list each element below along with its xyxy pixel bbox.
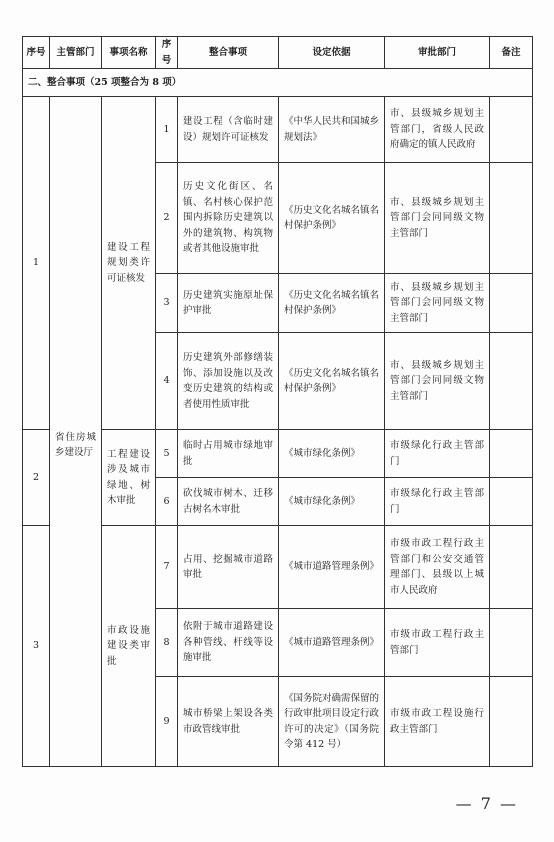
item-text: 临时占用城市绿地审批 [178, 430, 279, 478]
col-header-basis: 设定依据 [279, 37, 385, 69]
group-name: 工程建设涉及城市绿地、树木审批 [102, 430, 156, 526]
item-remarks [490, 163, 533, 274]
item-number: 4 [156, 333, 178, 430]
item-remarks [490, 430, 533, 478]
item-text: 建设工程（含临时建设）规划许可证核发 [178, 97, 279, 163]
item-number: 5 [156, 430, 178, 478]
item-basis: 《历史文化名城名镇名村保护条例》 [279, 163, 385, 274]
item-number: 7 [156, 526, 178, 609]
item-approval-dept: 市级绿化行政主管部门 [385, 430, 490, 478]
item-text: 占用、挖掘城市道路审批 [178, 526, 279, 609]
item-text: 历史文化街区、名镇、名村核心保护范围内拆除历史建筑以外的建筑物、构筑物或者其他设施审批 [178, 163, 279, 274]
col-header-dept: 主管部门 [50, 37, 102, 69]
group-number: 1 [23, 97, 50, 430]
item-basis: 《城市道路管理条例》 [279, 609, 385, 677]
item-text: 城市桥梁上架设各类市政管线审批 [178, 677, 279, 767]
group-number: 2 [23, 430, 50, 526]
item-text: 历史建筑外部修缮装饰、添加设施以及改变历史建筑的结构或者使用性质审批 [178, 333, 279, 430]
page-number: — 7 — [455, 794, 518, 813]
item-remarks [490, 677, 533, 767]
col-header-merged-items: 整合事项 [178, 37, 279, 69]
table-row [23, 526, 533, 609]
approval-table [22, 36, 533, 767]
item-text: 历史建筑实施原址保护审批 [178, 274, 279, 333]
col-header-approval-dept: 审批部门 [385, 37, 490, 69]
item-text: 依附于城市道路建设各种管线、杆线等设施审批 [178, 609, 279, 677]
dept-cell-top [50, 97, 102, 430]
table-row [23, 430, 533, 478]
item-remarks [490, 478, 533, 526]
item-text: 砍伐城市树木、迁移古树名木审批 [178, 478, 279, 526]
item-approval-dept: 市级市政工程行政主管部门和公安交通管理部门、县级以上城市人民政府 [385, 526, 490, 609]
item-approval-dept: 市、县级城乡规划主管部门，省级人民政府确定的镇人民政府 [385, 97, 490, 163]
dept-name: 省住房城乡建设厅 [50, 430, 102, 526]
item-basis: 《城市绿化条例》 [279, 478, 385, 526]
item-number: 6 [156, 478, 178, 526]
item-number: 3 [156, 274, 178, 333]
item-approval-dept: 市级市政工程设施行政主管部门 [385, 677, 490, 767]
item-approval-dept: 市级绿化行政主管部门 [385, 478, 490, 526]
item-basis: 《历史文化名城名镇名村保护条例》 [279, 274, 385, 333]
col-header-remarks: 备注 [490, 37, 533, 69]
item-number: 1 [156, 97, 178, 163]
col-header-sub-seq: 序号 [156, 37, 178, 69]
item-remarks [490, 274, 533, 333]
item-number: 9 [156, 677, 178, 767]
item-number: 8 [156, 609, 178, 677]
group-name: 建设工程规划类许可证核发 [102, 97, 156, 430]
item-basis: 《中华人民共和国城乡规划法》 [279, 97, 385, 163]
item-basis: 《城市道路管理条例》 [279, 526, 385, 609]
item-remarks [490, 526, 533, 609]
item-basis: 《城市绿化条例》 [279, 430, 385, 478]
col-header-seq: 序号 [23, 37, 50, 69]
item-approval-dept: 市、县级城乡规划主管部门会同同级文物主管部门 [385, 333, 490, 430]
section-title: 二、整合事项（25 项整合为 8 项） [23, 69, 533, 97]
item-remarks [490, 97, 533, 163]
item-approval-dept: 市、县级城乡规划主管部门会同同级文物主管部门 [385, 163, 490, 274]
group-number: 3 [23, 526, 50, 767]
item-number: 2 [156, 163, 178, 274]
item-approval-dept: 市级市政工程行政主管部门 [385, 609, 490, 677]
item-remarks [490, 609, 533, 677]
col-header-item-name: 事项名称 [102, 37, 156, 69]
group-name: 市政设施建设类审批 [102, 526, 156, 767]
item-remarks [490, 333, 533, 430]
table-row [23, 97, 533, 163]
item-basis: 《历史文化名城名镇名村保护条例》 [279, 333, 385, 430]
item-approval-dept: 市、县级城乡规划主管部门会同同级文物主管部门 [385, 274, 490, 333]
item-basis: 《国务院对确需保留的行政审批项目设定行政许可的决定》（国务院令第 412 号） [279, 677, 385, 767]
dept-cell-bottom [50, 526, 102, 767]
header-row [23, 37, 533, 69]
section-row [23, 69, 533, 97]
